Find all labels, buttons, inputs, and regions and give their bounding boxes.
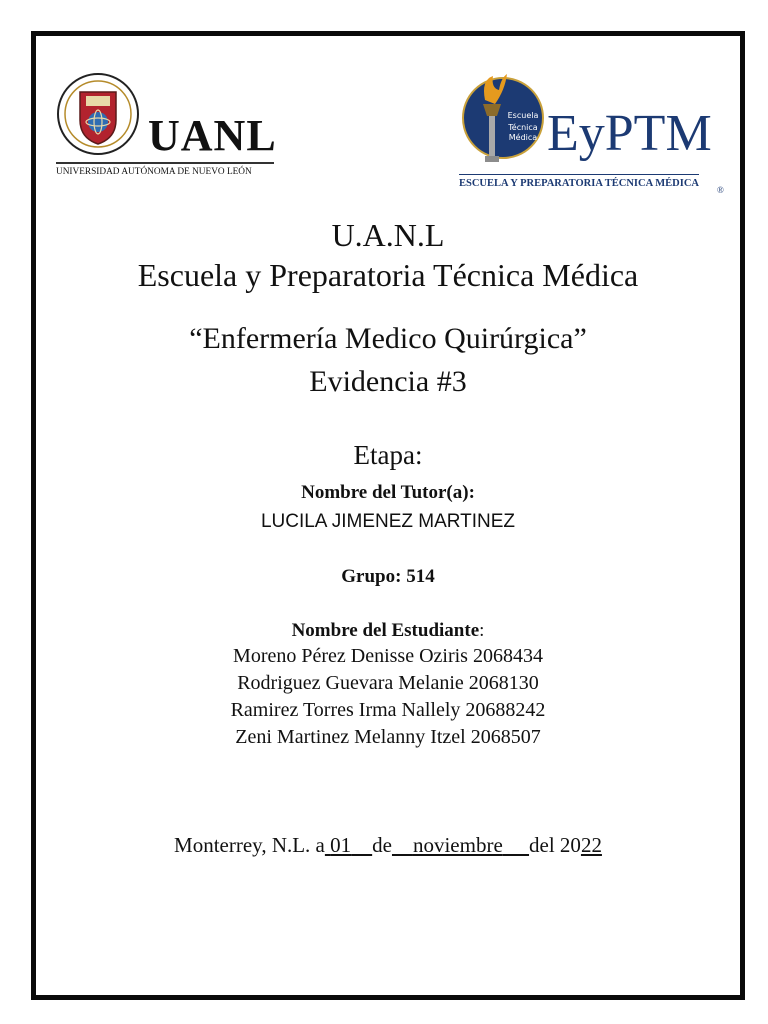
svg-text:Médica: Médica xyxy=(508,133,538,142)
svg-text:Escuela: Escuela xyxy=(507,111,539,120)
students-colon: : xyxy=(479,620,485,641)
students-heading xyxy=(36,619,740,643)
student-item: Ramirez Torres Irma Nallely 20688242 xyxy=(230,699,546,721)
date-line xyxy=(36,831,740,859)
tutor-name: LUCILA JIMENEZ MARTINEZ xyxy=(260,511,516,532)
evidence-title: Evidencia #3 xyxy=(309,365,467,398)
student-item: Moreno Pérez Denisse Oziris 2068434 xyxy=(233,645,543,667)
stage-label: Etapa: xyxy=(353,440,423,470)
tutor-label: Nombre del Tutor(a): xyxy=(301,482,475,503)
uanl-subtitle: UNIVERSIDAD AUTÓNOMA DE NUEVO LEÓN xyxy=(56,167,252,177)
uanl-logo xyxy=(56,72,276,182)
student-item: Rodriguez Guevara Melanie 2068130 xyxy=(237,672,539,694)
eyptm-subtitle: ESCUELA Y PREPARATORIA TÉCNICA MÉDICA xyxy=(459,174,699,189)
group-label: Grupo: 514 xyxy=(341,566,435,587)
student-item: Zeni Martinez Melanny Itzel 2068507 xyxy=(235,726,541,748)
date-month: noviembre xyxy=(412,833,503,857)
subject-title: “Enfermería Medico Quirúrgica” xyxy=(189,322,587,355)
university-title: U.A.N.L xyxy=(331,217,445,253)
registered-mark: ® xyxy=(717,185,724,195)
students-label: Nombre del Estudiante xyxy=(291,620,480,641)
date-del: del 20 xyxy=(529,833,581,857)
date-year-suffix: 22 xyxy=(580,833,602,857)
svg-text:Técnica: Técnica xyxy=(508,123,538,132)
uanl-wordmark: UANL xyxy=(148,111,277,160)
eyptm-logo xyxy=(455,70,730,200)
eyptm-torch-seal-icon xyxy=(455,70,547,170)
date-de: de xyxy=(372,833,392,857)
uanl-seal-icon xyxy=(56,72,140,156)
date-day: 01 xyxy=(330,833,352,857)
date-prefix: Monterrey, N.L. a xyxy=(174,833,325,857)
eyptm-wordmark: EyPTM xyxy=(547,105,712,162)
school-title: Escuela y Preparatoria Técnica Médica xyxy=(137,257,639,293)
uanl-rule xyxy=(56,162,274,164)
students-block xyxy=(36,619,740,751)
